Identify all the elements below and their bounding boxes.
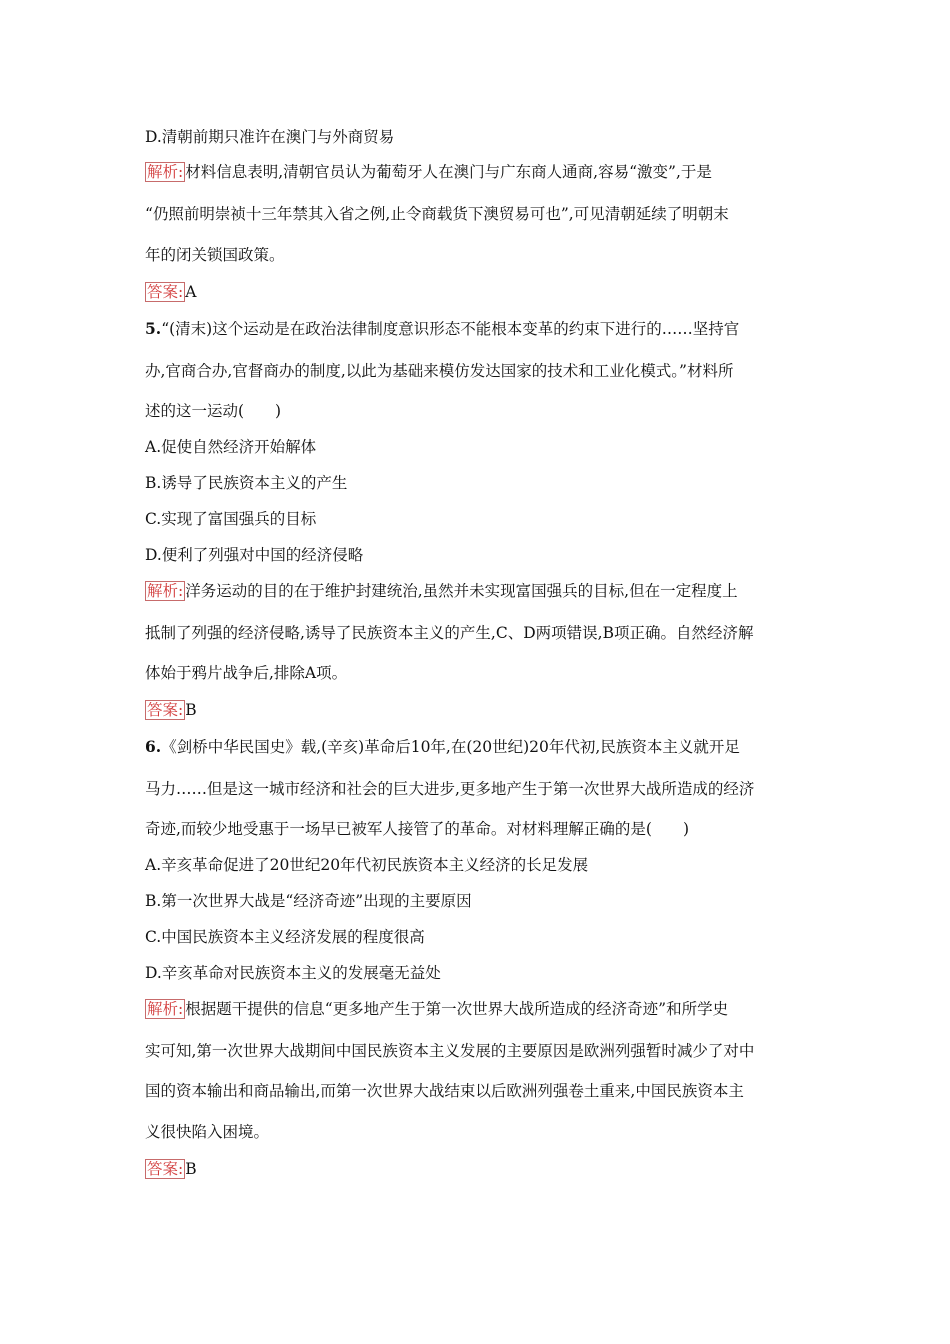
q5-stem-line-3: 述的这一运动( ) [145, 402, 282, 420]
answer-tag: 答案: [147, 283, 184, 301]
q4-analysis-line-1: 解析: 材料信息表明,清朝官员认为葡萄牙人在澳门与广东商人通商,容易“激变”,于是 [147, 163, 712, 181]
q4-option-d: D.清朝前期只准许在澳门与外商贸易 [145, 128, 395, 146]
q6-stem-line-3: 奇迹,而较少地受惠于一场早已被军人接管了的革命。对材料理解正确的是( ) [145, 820, 690, 838]
q5-option-c: C.实现了富国强兵的目标 [145, 510, 317, 528]
q4-answer: 答案: A [147, 283, 197, 301]
q5-analysis-line-2: 抵制了列强的经济侵略,诱导了民族资本主义的产生,C、D两项错误,B项正确。自然经济解 [145, 624, 754, 642]
answer-tag: 答案: [147, 701, 184, 719]
q5-stem-line-2: 办,官商合办,官督商办的制度,以此为基础来模仿发达国家的技术和工业化模式。”材料所 [145, 362, 734, 380]
q6-option-a: A.辛亥革命促进了20世纪20年代初民族资本主义经济的长足发展 [145, 856, 589, 874]
question-number: 5. [145, 319, 162, 338]
q5-option-b: B.诱导了民族资本主义的产生 [145, 474, 348, 492]
analysis-tag: 解析: [147, 1000, 184, 1018]
q6-option-d: D.辛亥革命对民族资本主义的发展毫无益处 [145, 964, 441, 982]
q4-analysis-line-3: 年的闭关锁国政策。 [145, 246, 285, 264]
q6-analysis-line-1: 解析: 根据题干提供的信息“更多地产生于第一次世界大战所造成的经济奇迹”和所学史 [147, 1000, 729, 1018]
q6-analysis-line-2: 实可知,第一次世界大战期间中国民族资本主义发展的主要原因是欧洲列强暂时减少了对中 [145, 1042, 755, 1060]
q5-stem-line-1: 5.“(清末)这个运动是在政治法律制度意识形态不能根本变革的约束下进行的……坚持官 [145, 319, 740, 338]
q5-option-d: D.便利了列强对中国的经济侵略 [145, 546, 364, 564]
analysis-tag: 解析: [147, 163, 184, 181]
q6-stem-line-2: 马力……但是这一城市经济和社会的巨大进步,更多地产生于第一次世界大战所造成的经济 [145, 780, 755, 798]
q6-stem-line-1: 6.《剑桥中华民国史》载,(辛亥)革命后10年,在(20世纪)20年代初,民族资本主义就开足 [145, 737, 740, 756]
q6-option-c: C.中国民族资本主义经济发展的程度很高 [145, 928, 425, 946]
answer-tag: 答案: [147, 1160, 184, 1178]
q6-analysis-line-4: 义很快陷入困境。 [145, 1123, 270, 1141]
q5-answer: 答案: B [147, 701, 197, 719]
q5-option-a: A.促使自然经济开始解体 [145, 438, 317, 456]
analysis-tag: 解析: [147, 582, 184, 600]
question-number: 6. [145, 737, 162, 756]
q6-answer: 答案: B [147, 1160, 197, 1178]
q5-analysis-line-1: 解析: 洋务运动的目的在于维护封建统治,虽然并未实现富国强兵的目标,但在一定程度上 [147, 582, 738, 600]
q4-analysis-line-2: “仍照前明崇祯十三年禁其入省之例,止令商载货下澳贸易可也”,可见清朝延续了明朝末 [145, 205, 729, 223]
q6-analysis-line-3: 国的资本输出和商品输出,而第一次世界大战结束以后欧洲列强卷土重来,中国民族资本主 [145, 1082, 744, 1100]
q6-option-b: B.第一次世界大战是“经济奇迹”出现的主要原因 [145, 892, 472, 910]
q5-analysis-line-3: 体始于鸦片战争后,排除A项。 [145, 664, 348, 682]
